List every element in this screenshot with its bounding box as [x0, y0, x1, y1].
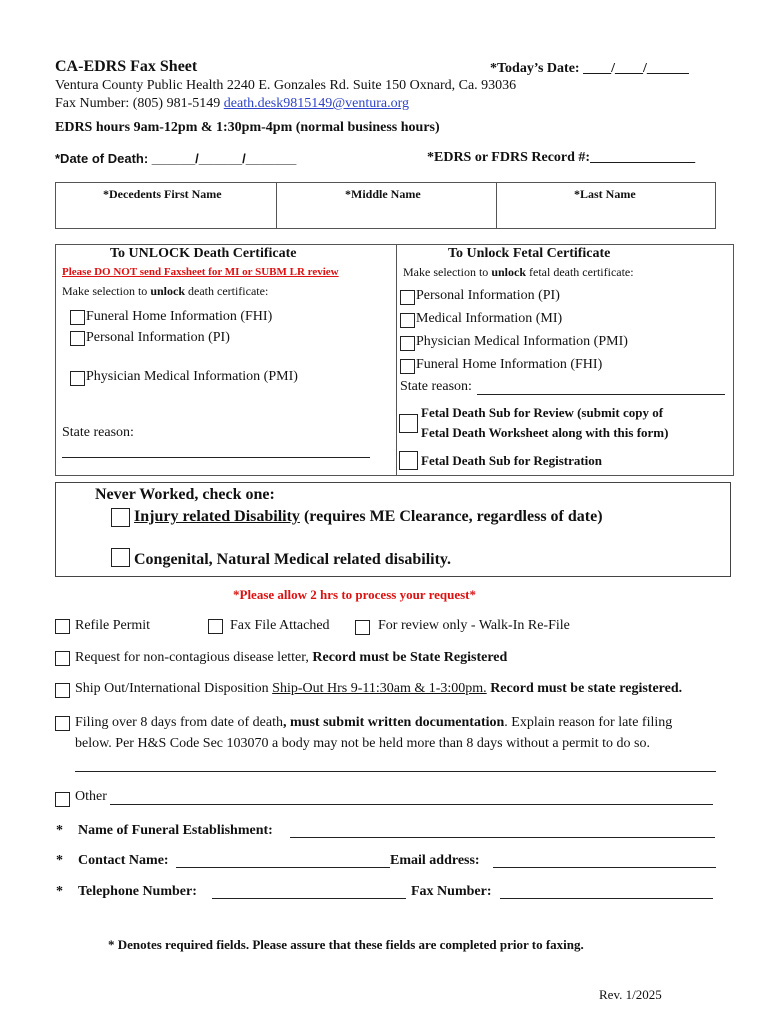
revision-label: Rev. 1/2025 [599, 987, 662, 1002]
other-label: Other [75, 789, 107, 804]
last-name-input[interactable] [498, 201, 713, 226]
table-divider [496, 182, 497, 228]
ship-out-text: Ship Out/International Disposition [75, 681, 273, 696]
fetal-sub-review-label-cont: Fetal Death Worksheet along with this form) [421, 425, 669, 440]
other-checkbox[interactable] [55, 792, 70, 807]
unlock-fetal-instruction [403, 265, 634, 280]
fhi-checkbox[interactable] [70, 310, 85, 325]
pi-checkbox[interactable] [70, 331, 85, 346]
instruction-text: Make selection to [403, 265, 492, 279]
noncontagious-bold: Record must be State Registered [312, 650, 508, 665]
contact-name-label: Contact Name: [78, 853, 169, 868]
state-reason-label: State reason: [62, 425, 134, 440]
noncontagious-letter-label [75, 650, 507, 666]
unlock-death-instruction [62, 284, 268, 299]
fetal-sub-registration-checkbox[interactable] [399, 451, 418, 470]
pmi-checkbox[interactable] [70, 371, 85, 386]
fetal-sub-registration-label: Fetal Death Sub for Registration [421, 453, 603, 468]
last-name-label: *Last Name [574, 187, 636, 201]
ship-out-label [75, 681, 682, 697]
middle-name-label: *Middle Name [345, 187, 421, 201]
processing-notice: *Please allow 2 hrs to process your request* [233, 587, 477, 602]
other-input[interactable] [110, 804, 713, 805]
required-marker: * [56, 853, 63, 868]
funeral-establishment-label: Name of Funeral Establishment: [78, 823, 273, 838]
review-only-checkbox[interactable] [355, 620, 370, 635]
noncontagious-text: Request for non-contagious disease letter, [75, 650, 313, 665]
required-fields-note: * Denotes required fields. Please assure that these fields are completed prior to faxing. [108, 937, 584, 952]
congenital-disability-label: Congenital, Natural Medical related disability. [134, 551, 452, 568]
instruction-bold: unlock [491, 265, 526, 279]
instruction-text: Make selection to [62, 284, 151, 298]
telephone-number-label: Telephone Number: [78, 884, 197, 899]
table-divider [276, 182, 277, 228]
edrs-hours: EDRS hours 9am-12pm & 1:30pm-4pm (normal business hours) [55, 120, 440, 135]
fax-number-input[interactable] [500, 898, 713, 899]
fetal-pi-checkbox[interactable] [400, 290, 415, 305]
fetal-sub-review-checkbox[interactable] [399, 414, 418, 433]
late-filing-bold: , must submit written documentation [283, 715, 505, 730]
address-text: Ventura County Public Health 2240 E. Gonzales Rd. Suite 150 Oxnard, Ca. 93036 [55, 78, 517, 93]
pmi-label: Physician Medical Information (PMI) [86, 369, 298, 384]
refile-permit-label: Refile Permit [75, 618, 151, 633]
fax-number-line [55, 96, 409, 112]
ship-out-hours: Ship-Out Hrs 9-11:30am & 1-3:00pm. [272, 681, 487, 696]
fetal-fhi-label: Funeral Home Information (FHI) [416, 357, 603, 372]
contact-name-input[interactable] [176, 867, 390, 868]
never-worked-heading: Never Worked, check one: [95, 486, 275, 503]
date-of-death-field[interactable]: *Date of Death: ______/______/_______ [55, 151, 297, 166]
late-filing-checkbox[interactable] [55, 716, 70, 731]
fetal-state-reason-input[interactable] [477, 394, 725, 395]
injury-disability-checkbox[interactable] [111, 508, 130, 527]
fax-number-label: Fax Number: [411, 884, 492, 899]
fetal-fhi-checkbox[interactable] [400, 359, 415, 374]
record-number-field[interactable]: *EDRS or FDRS Record #:_______________ [427, 150, 696, 165]
fetal-mi-checkbox[interactable] [400, 313, 415, 328]
review-only-label: For review only - Walk-In Re-File [378, 618, 570, 633]
email-link[interactable]: death.desk9815149@ventura.org [223, 96, 410, 111]
fetal-pmi-checkbox[interactable] [400, 336, 415, 351]
todays-date-field[interactable]: *Today’s Date: ____/____/______ [490, 61, 689, 76]
fax-file-attached-checkbox[interactable] [208, 619, 223, 634]
instruction-text: death certificate: [185, 284, 269, 298]
injury-disability-label [134, 508, 603, 526]
telephone-number-input[interactable] [212, 898, 406, 899]
fetal-sub-review-label: Fetal Death Sub for Review (submit copy of [421, 405, 664, 420]
fetal-state-reason-label: State reason: [400, 379, 472, 394]
unlock-fetal-heading: To Unlock Fetal Certificate [448, 246, 611, 261]
refile-permit-checkbox[interactable] [55, 619, 70, 634]
required-marker: * [56, 884, 63, 899]
instruction-bold: unlock [150, 284, 185, 298]
ship-out-checkbox[interactable] [55, 683, 70, 698]
fax-number-text: Fax Number: (805) 981-5149 [55, 96, 224, 111]
congenital-disability-checkbox[interactable] [111, 548, 130, 567]
fetal-mi-label: Medical Information (MI) [416, 311, 563, 326]
middle-name-input[interactable] [278, 201, 494, 226]
late-filing-code: below. Per H&S Code Sec 103070 a body may not be held more than 8 days without a permit to do so. [75, 736, 650, 751]
fetal-pi-label: Personal Information (PI) [416, 288, 560, 303]
pi-label: Personal Information (PI) [86, 330, 230, 345]
ship-out-bold: Record must be state registered. [486, 681, 683, 696]
unlock-death-heading: To UNLOCK Death Certificate [110, 246, 297, 261]
fax-file-attached-label: Fax File Attached [230, 618, 330, 633]
funeral-establishment-input[interactable] [290, 837, 715, 838]
faxsheet-warning: Please DO NOT send Faxsheet for MI or SUBM LR review [62, 266, 339, 278]
noncontagious-letter-checkbox[interactable] [55, 651, 70, 666]
state-reason-input[interactable] [62, 457, 370, 458]
late-filing-text-post: . Explain reason for late filing [504, 715, 673, 730]
first-name-label: *Decedents First Name [103, 187, 222, 201]
required-marker: * [56, 823, 63, 838]
instruction-text: fetal death certificate: [526, 265, 634, 279]
email-address-input[interactable] [493, 867, 716, 868]
injury-disability-underlined: Injury related Disability [134, 508, 300, 525]
late-filing-text: Filing over 8 days from date of death [75, 715, 284, 730]
email-address-label: Email address: [390, 853, 480, 868]
late-filing-reason-input[interactable] [75, 771, 716, 772]
fetal-pmi-label: Physician Medical Information (PMI) [416, 334, 628, 349]
first-name-input[interactable] [57, 201, 274, 226]
unlock-section-divider [396, 244, 397, 475]
fhi-label: Funeral Home Information (FHI) [86, 309, 273, 324]
injury-disability-note: (requires ME Clearance, regardless of date) [299, 508, 603, 525]
page-title: CA-EDRS Fax Sheet [55, 58, 198, 75]
late-filing-label [75, 715, 672, 731]
